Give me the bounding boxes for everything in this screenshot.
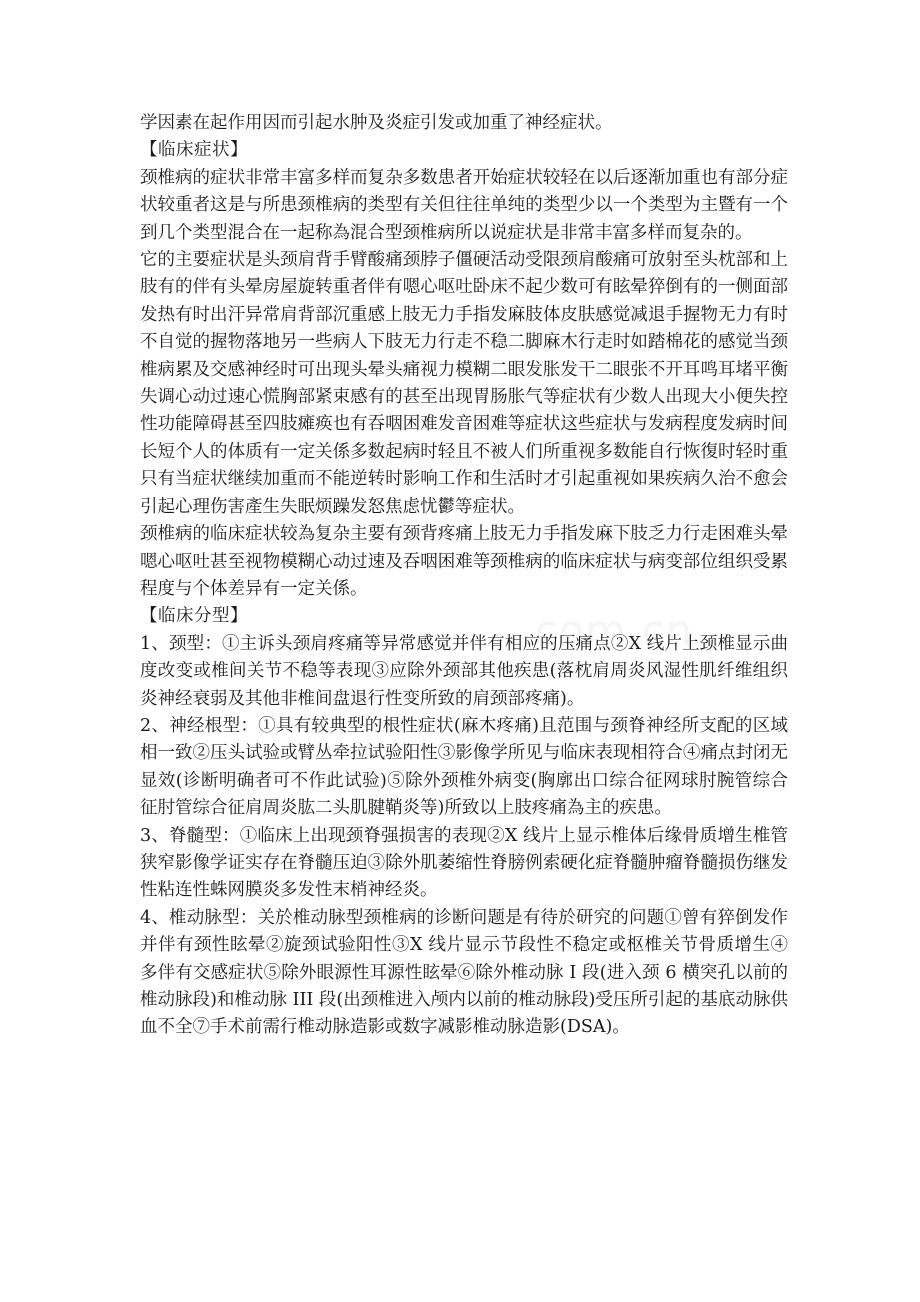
- paragraph-symptoms-summary: 颈椎病的临床症状较為复杂主要有颈背疼痛上肢无力手指发麻下肢乏力行走困难头晕嗯心呕吐甚至视物模糊心动过速及吞咽困难等颈椎病的临床症状与病变部位组织受累程度与个体差异有一定关係。: [140, 524, 788, 599]
- document-body: [140, 110, 788, 1042]
- paragraph-main-symptoms: 它的主要症状是头颈肩背手臂酸痛颈脖子僵硬活动受限颈肩酸痛可放射至头枕部和上肢有的伴有头晕房屋旋转重者伴有嗯心呕吐卧床不起少数可有眩晕猝倒有的一侧面部发热有时出汗异常肩背部沉重感上肢无力手指发麻肢体皮肤感觉减退手握物无力有时不自觉的握物落地另一些病人下肢无力行走不稳二脚麻木行走时如踏棉花的感觉当颈椎病累及交感神经时可出现头晕头痛视力模糊二眼发胀发干二眼张不开耳鸣耳堵平衡失调心动过速心慌胸部紧束感有的甚至出现胃肠胀气等症状有少数人出现大小便失控性功能障碍甚至四肢瘫痪也有吞咽困难发音困难等症状这些症状与发病程度发病时间长短个人的体质有一定关係多数起病时轻且不被人们所重视多数能自行恢復时轻时重只有当症状继续加重而不能逆转时影响工作和生活时才引起重视如果疾病久治不愈会引起心理伤害產生失眠烦躁发怒焦虑忧鬱等症状。: [140, 250, 788, 517]
- paragraph-type-nerve-root: 2、神经根型：①具有较典型的根性症状(麻木疼痛)且范围与颈脊神经所支配的区域相一致②压头试验或臂丛牵拉试验阳性③影像学所见与临床表现相符合④痛点封闭无显效(诊断明确者可不作此试验)⑤除外颈椎外病变(胸廓出口综合征网球肘腕管综合征肘管综合征肩周炎肱二头肌腱鞘炎等)所致以上肢疼痛為主的疾患。: [140, 715, 788, 819]
- paragraph-symptoms-overview: 颈椎病的症状非常丰富多样而复杂多数患者开始症状较轻在以后逐渐加重也有部分症状较重者这是与所患颈椎病的类型有关但往往单纯的类型少以一个类型为主暨有一个到几个类型混合在一起称為混合型颈椎病所以说症状是非常丰富多样而复杂的。: [140, 167, 788, 243]
- paragraph-type-neck: 1、颈型：①主诉头颈肩疼痛等异常感觉并伴有相应的压痛点②X 线片上颈椎显示曲度改变或椎间关节不稳等表现③应除外颈部其他疾患(落枕肩周炎风湿性肌纤维组织炎神经衰弱及其他非椎间盘退行性变所致的肩颈部疼痛)。: [140, 633, 788, 709]
- paragraph-type-spinal-cord: 3、脊髓型：①临床上出现颈脊强损害的表现②X 线片上显示椎体后缘骨质增生椎管狭窄影像学证实存在脊髓压迫③除外肌萎缩性脊膀例索硬化症脊髓肿瘤脊髓损伤继发性粘连性蛛网膜炎多发性末梢神经炎。: [140, 825, 788, 901]
- paragraph-intro-continuation: 学因素在起作用因而引起水肿及炎症引发或加重了神经症状。: [140, 113, 613, 133]
- paragraph-type-vertebral-artery: 4、椎动脉型：关於椎动脉型颈椎病的诊断问题是有待於研究的问题①曾有猝倒发作并伴有颈性眩晕②旋颈试验阳性③X 线片显示节段性不稳定或枢椎关节骨质增生④多伴有交感症状⑤除外眼源性耳源性眩晕⑥除外椎动脉 I 段(进入颈 6 横突孔以前的椎动脉段)和椎动脉 III 段(出颈椎进入颅内以前的椎动脉段)受压所引起的基底动脉供血不全⑦手术前需行椎动脉造影或数字减影椎动脉造影(DSA)。: [140, 907, 788, 1038]
- heading-clinical-symptoms: 【临床症状】: [140, 140, 248, 161]
- heading-clinical-classification: 【临床分型】: [140, 606, 248, 627]
